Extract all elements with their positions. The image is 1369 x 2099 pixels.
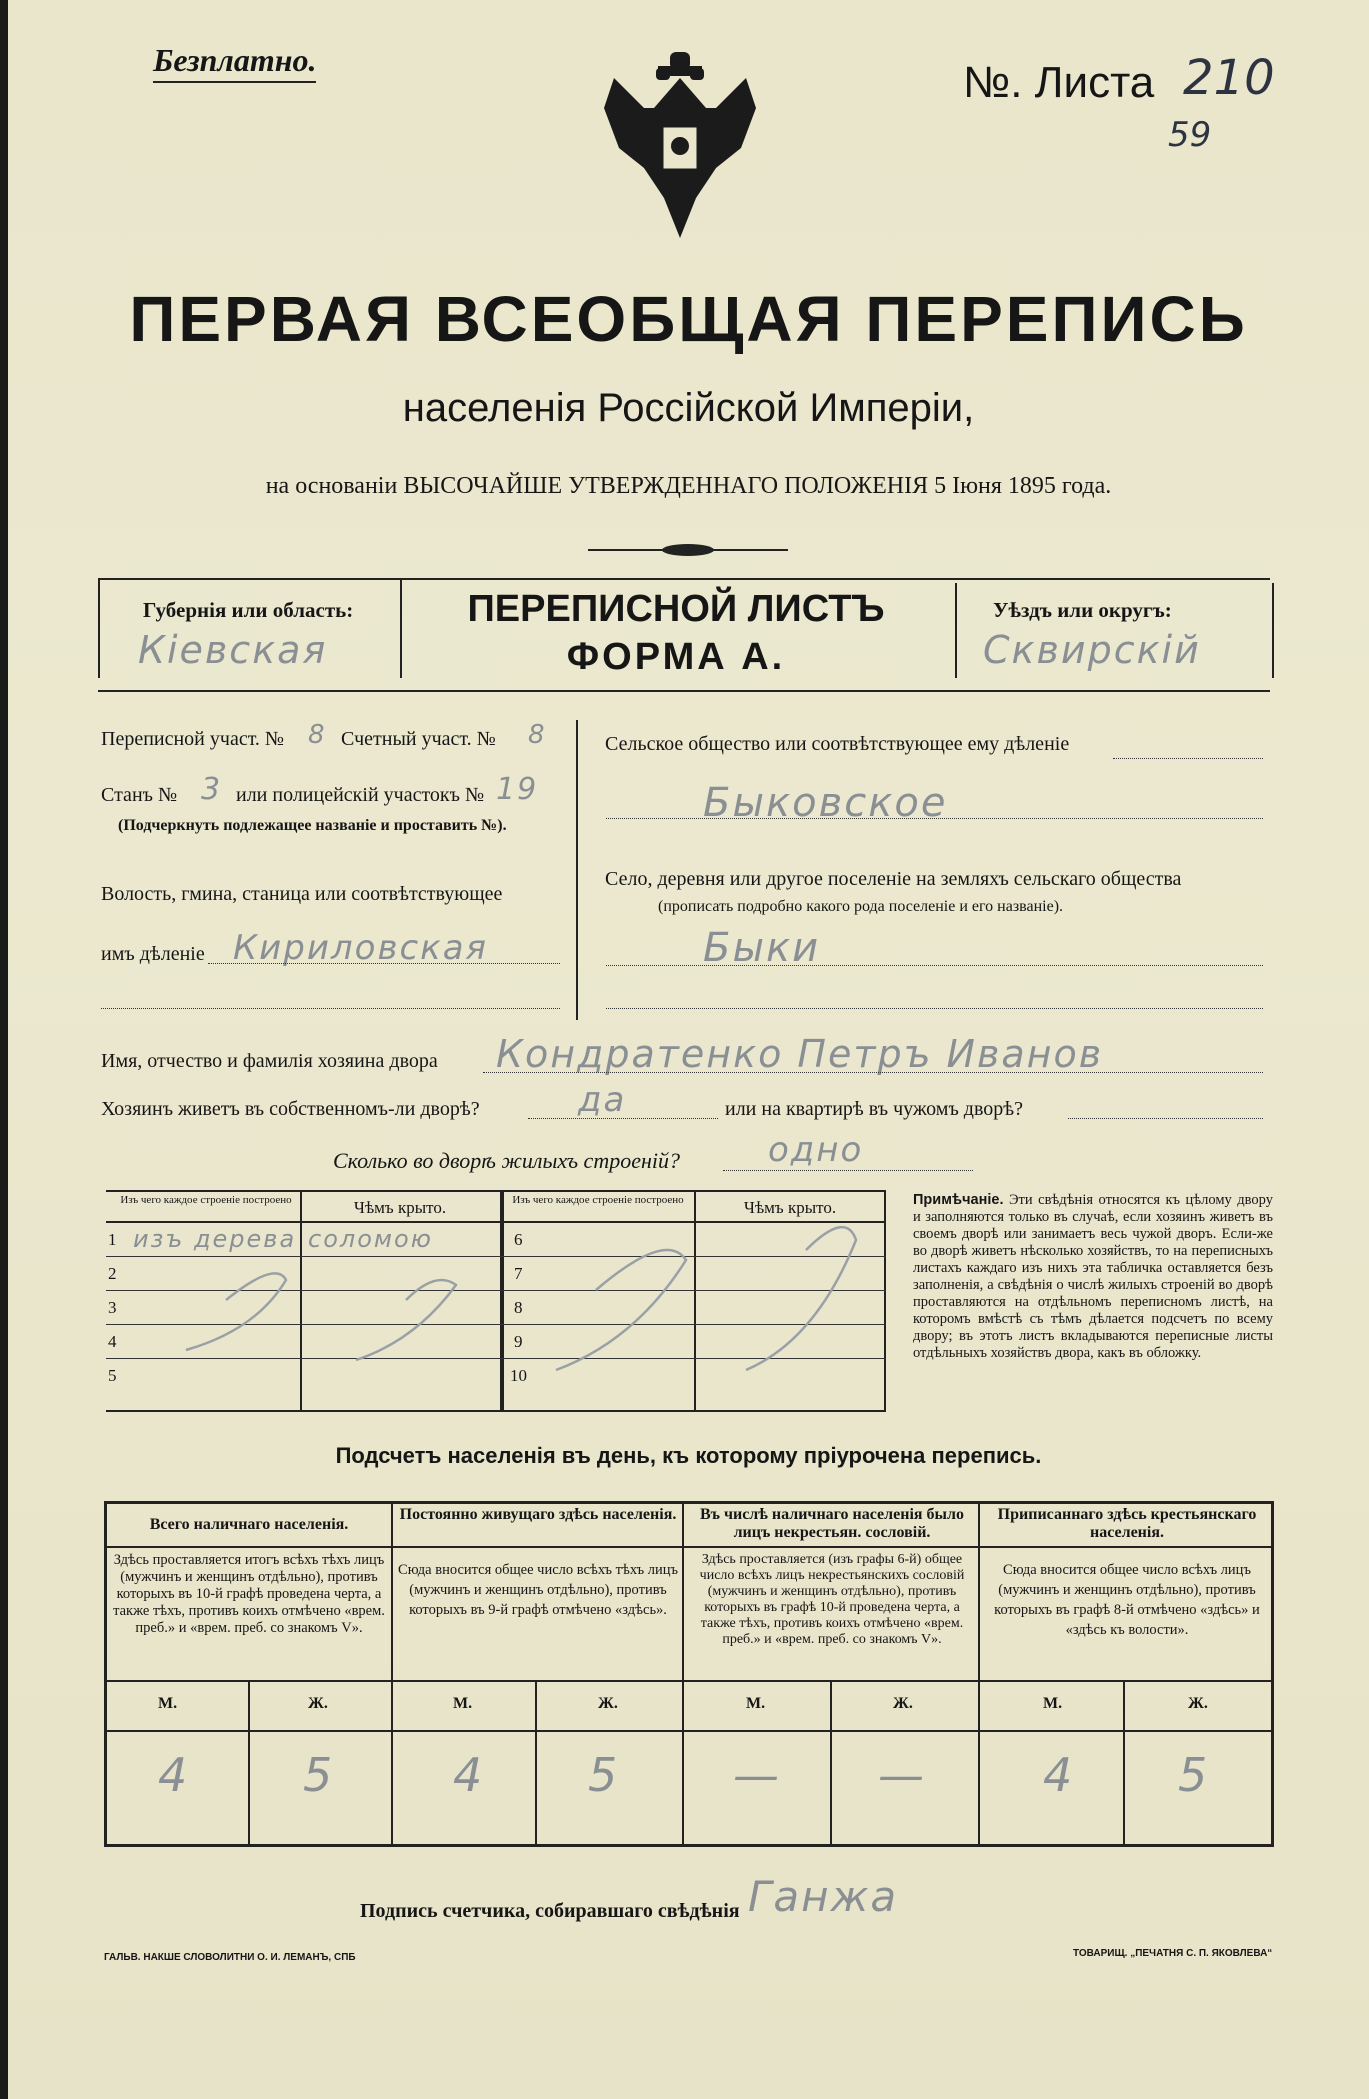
ornament-divider <box>588 540 788 560</box>
district-label: Уѣздъ или округъ: <box>993 598 1172 622</box>
stan-label: Станъ № <box>101 784 178 806</box>
sum-head-rule <box>104 1546 1274 1548</box>
sum-col-sep-2 <box>682 1501 684 1847</box>
buildings-value: одно <box>768 1130 864 1170</box>
village-note: (прописать подробно какого рода поселеніе и его названіе). <box>658 898 1064 915</box>
right-col-material: Изъ чего каждое строеніе построено <box>512 1194 684 1206</box>
sum-col1-desc: Здѣсь проставляется итогъ всѣхъ тѣхъ лицъ (мужчинъ и женщинъ отдѣльно), противъ которыхъ въ 10-й графѣ проведена черта, а также тѣхъ, противъ коихъ отмѣчено «врем. преб.» и «врем. преб. со знакомъ V». <box>113 1552 385 1636</box>
police-label: или полицейскій участокъ № <box>236 784 485 806</box>
row-num-3: 3 <box>108 1298 117 1317</box>
volost-value: Кириловская <box>233 928 489 968</box>
sum-col3-head: Въ числѣ наличнаго населенія было лицъ некрестьян. сословій. <box>699 1506 965 1541</box>
sum-m-label-4: М. <box>1043 1695 1063 1712</box>
census-sheet <box>8 0 1369 2099</box>
row-num-5: 5 <box>108 1366 117 1385</box>
counting-district-value: 8 <box>528 720 547 750</box>
village-label: Село, деревня или другое поселеніе на земляхъ сельскаго общества <box>605 868 1182 890</box>
census-district-label: Переписной участ. № <box>101 728 285 750</box>
row-num-9: 9 <box>514 1332 523 1351</box>
own-yard-label: Хозяинъ живетъ въ собственномъ-ли дворѣ? <box>101 1098 480 1120</box>
row-num-10: 10 <box>510 1366 527 1385</box>
buildings-label: Сколько во дворѣ жилыхъ строеній? <box>333 1148 680 1173</box>
sum-m-label-2: М. <box>453 1695 473 1712</box>
row-num-4: 4 <box>108 1332 117 1351</box>
sum-mf-sep-1 <box>248 1680 250 1844</box>
sum-m-value-2: 4 <box>453 1748 485 1802</box>
village-value: Быки <box>703 925 821 971</box>
signature-value: Ганжа <box>748 1872 899 1921</box>
other-yard-underline <box>1068 1118 1263 1119</box>
imperial-eagle-icon <box>596 48 764 258</box>
owner-label: Имя, отчество и фамилія хозяина двора <box>101 1050 438 1072</box>
sum-f-value-1: 5 <box>303 1748 335 1802</box>
volost-label-2: имъ дѣленіе <box>101 943 205 965</box>
volost-label: Волость, гмина, станица или соотвѣтствующее <box>101 883 503 905</box>
sum-f-value-2: 5 <box>588 1748 620 1802</box>
sum-f-label-2: Ж. <box>598 1695 618 1712</box>
village-society-underline-2 <box>606 818 1263 819</box>
sum-col3-desc: Здѣсь проставляется (изъ графы 6-й) общее число всѣхъ лицъ некрестьянскихъ сословій (мужчинъ и женщинъ отдѣльно), противъ которыхъ въ графѣ 10-й проведена черта, а также тѣхъ, противъ коихъ отмѣчено «врем. преб.» и «врем. преб. со знакомъ V». <box>699 1552 965 1647</box>
province-label: Губернія или область: <box>143 598 354 622</box>
sheet-number-sub: 59 <box>1168 115 1212 155</box>
underline-note: (Подчеркнуть подлежащее названіе и проставить №). <box>118 817 507 834</box>
province-value: Кіевская <box>138 628 328 672</box>
village-society-underline <box>1113 758 1263 759</box>
signature-label: Подпись счетчика, собиравшаго свѣдѣнія <box>360 1900 740 1922</box>
sum-mf-rule-top <box>104 1680 1274 1682</box>
footer-right: ТОВАРИЩ. „ПЕЧАТНЯ С. П. ЯКОВЛЕВА“ <box>1073 1948 1273 1959</box>
counting-district-label: Счетный участ. № <box>341 728 496 750</box>
sum-col2-desc: Сюда вносится общее число всѣхъ тѣхъ лицъ (мужчинъ и женщинъ отдѣльно), противъ которыхъ въ 9-й графѣ отмѣчено «здѣсь». <box>398 1562 678 1618</box>
village-society-value: Быковское <box>703 780 948 826</box>
sum-m-value-3: — <box>733 1748 781 1802</box>
dash-marks <box>106 1190 886 1410</box>
district-value: Сквирскій <box>983 628 1201 672</box>
sum-f-value-3: — <box>878 1748 926 1802</box>
form-subtitle: ФОРМА А. <box>566 636 786 678</box>
owner-underline <box>483 1072 1263 1073</box>
right-col-roof: Чѣмъ крыто. <box>743 1198 837 1217</box>
row-num-2: 2 <box>108 1264 117 1283</box>
village-underline-2 <box>606 1008 1263 1009</box>
sum-m-label-3: М. <box>746 1695 766 1712</box>
basis-line: на основаніи ВЫСОЧАЙШЕ УТВЕРЖДЕННАГО ПОЛОЖЕНІЯ 5 Іюня 1895 года. <box>265 473 1112 499</box>
footer-left: ГАЛЬВ. НАКШЕ СЛОВОЛИТНИ О. И. ЛЕМАНЪ, СПБ <box>104 1952 356 1963</box>
stan-value: 3 <box>201 772 223 807</box>
sum-col-sep-3 <box>978 1501 980 1847</box>
sum-col1-head: Всего наличнаго населенія. <box>149 1516 349 1533</box>
sum-col2-head: Постоянно живущаго здѣсь населенія. <box>399 1506 677 1523</box>
sum-col4-head: Приписаннаго здѣсь крестьянскаго населенія. <box>997 1506 1257 1541</box>
left-col-material: Изъ чего каждое строеніе построено <box>120 1194 292 1206</box>
village-society-label: Сельское общество или соотвѣтствующее ему дѣленіе <box>605 733 1070 755</box>
own-yard-underline <box>528 1118 718 1119</box>
sum-mf-rule-bottom <box>104 1730 1274 1732</box>
sum-f-value-4: 5 <box>1178 1748 1210 1802</box>
sum-col-sep-1 <box>391 1501 393 1847</box>
row-num-6: 6 <box>514 1230 523 1249</box>
village-underline <box>606 965 1263 966</box>
free-label: Безплатно. <box>153 42 316 83</box>
sum-m-value-4: 4 <box>1043 1748 1075 1802</box>
form-title: ПЕРЕПИСНОЙ ЛИСТЪ <box>467 588 885 630</box>
sum-m-label-1: М. <box>158 1695 178 1712</box>
row-num-7: 7 <box>514 1264 523 1283</box>
volost-underline <box>208 963 560 964</box>
note-block <box>913 1192 1273 1362</box>
note-title: Примѣчаніе. <box>913 1192 1004 1208</box>
sum-mf-sep-4 <box>1123 1680 1125 1844</box>
sheet-number-value: 210 <box>1183 50 1275 106</box>
sum-f-label-4: Ж. <box>1188 1695 1208 1712</box>
sum-m-value-1: 4 <box>158 1748 190 1802</box>
row1-roof: соломою <box>308 1225 433 1253</box>
census-district-value: 8 <box>308 720 327 750</box>
sub-title: населенія Россійской Имперіи, <box>402 386 975 430</box>
sum-mf-sep-3 <box>830 1680 832 1844</box>
police-value: 19 <box>496 772 539 807</box>
sheet-number-label: №. Листа <box>963 58 1155 107</box>
sum-f-label-3: Ж. <box>893 1695 913 1712</box>
left-col-roof: Чѣмъ крыто. <box>353 1198 447 1217</box>
own-yard-value: да <box>578 1080 627 1120</box>
owner-value: Кондратенко Петръ Иванов <box>496 1032 1104 1076</box>
fields-divider <box>576 720 578 1020</box>
sum-f-label-1: Ж. <box>308 1695 328 1712</box>
note-text: Эти свѣдѣнія относятся къ цѣлому двору и заполняются только въ случаѣ, если хозяинъ живетъ въ своемъ дворѣ или занимаетъ весь чужой дворъ. Если-же во дворѣ живетъ нѣсколько хозяйствъ, то на переписныхъ листахъ каждаго изъ нихъ эта табличка оставляется безъ заполненія, а свѣдѣнія о числѣ жилыхъ строеній во дворѣ проставляются на отдѣльномъ переписномъ листѣ, на которомъ вмѣстѣ съ тѣмъ дѣлается подсчетъ по всему двору; въ этотъ листъ вкладываются переписные листы отдѣльныхъ хозяйствъ двора, какъ въ обложку. <box>913 1192 1273 1361</box>
row1-material: изъ дерева <box>133 1225 297 1253</box>
sum-col4-desc: Сюда вносится общее число всѣхъ лицъ (мужчинъ и женщинъ отдѣльно), противъ которыхъ въ графѣ 8-й отмѣчено «здѣсь» и «здѣсь къ волости». <box>994 1562 1260 1638</box>
buildings-underline <box>723 1170 973 1171</box>
other-yard-label: или на квартирѣ въ чужомъ дворѣ? <box>725 1098 1024 1120</box>
main-title: ПЕРВАЯ ВСЕОБЩАЯ ПЕРЕПИСЬ <box>129 283 1248 355</box>
summary-title: Подсчетъ населенія въ день, къ которому пріурочена перепись. <box>335 1443 1042 1468</box>
row-num-8: 8 <box>514 1298 523 1317</box>
row-num-1: 1 <box>108 1230 117 1249</box>
volost-underline-2 <box>101 1008 560 1009</box>
sum-mf-sep-2 <box>535 1680 537 1844</box>
